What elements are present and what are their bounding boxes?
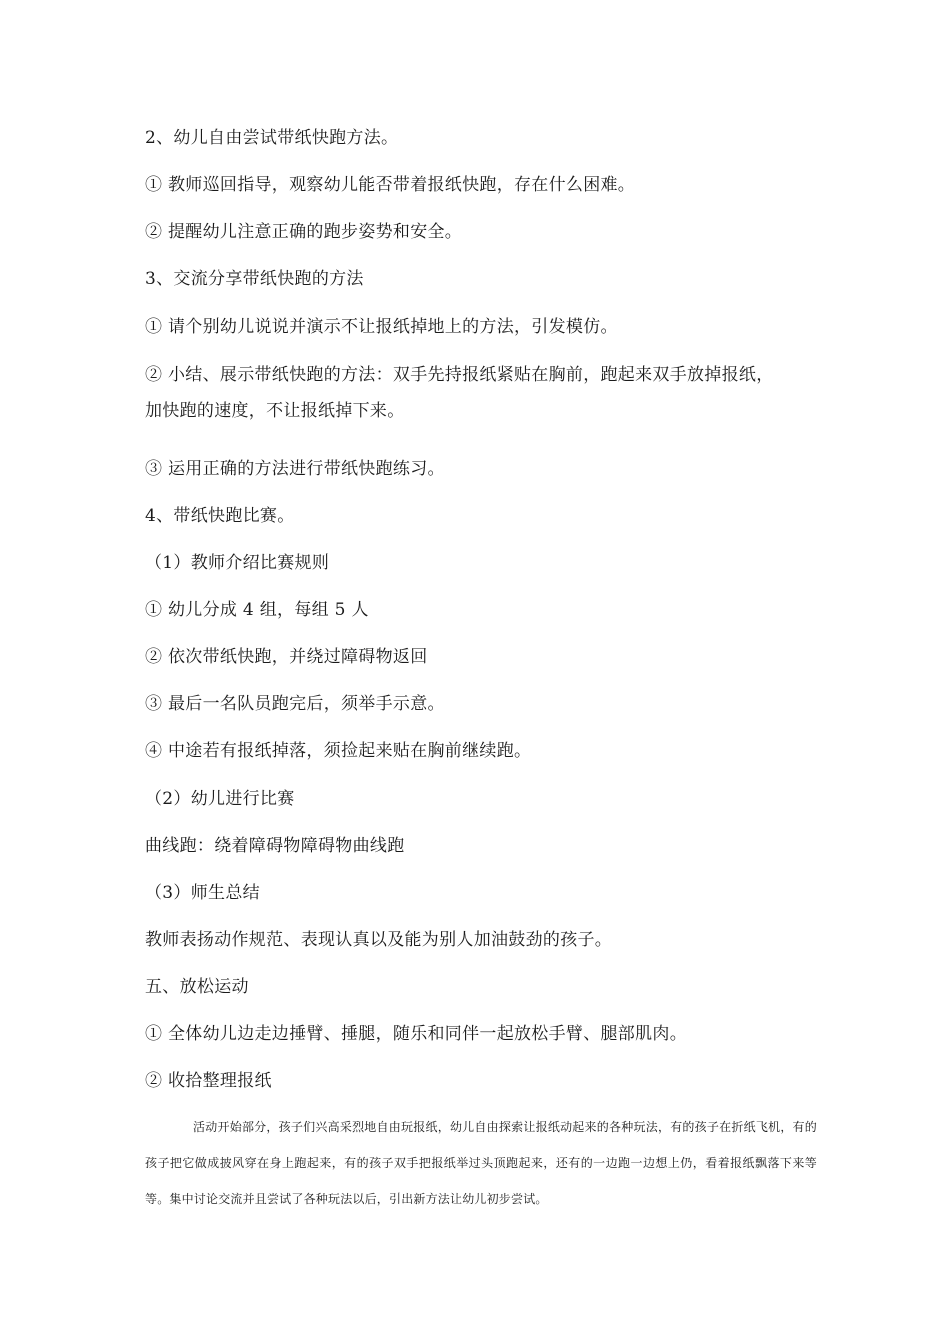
step-2-item-2: ② 提醒幼儿注意正确的跑步姿势和安全。 — [145, 222, 463, 242]
step-4-sub-1: （1）教师介绍比赛规则 — [145, 553, 330, 573]
step-4-sub-2: （2）幼儿进行比赛 — [145, 789, 295, 809]
rule-4: ④ 中途若有报纸掉落，须捡起来贴在胸前继续跑。 — [145, 741, 532, 761]
teacher-summary: 教师表扬动作规范、表现认真以及能为别人加油鼓劲的孩子。 — [145, 930, 613, 950]
reflection-paragraph: 活动开始部分，孩子们兴高采烈地自由玩报纸，幼儿自由探索让报纸动起来的各种玩法，有的孩子在折纸飞机，有的孩子把它做成披风穿在身上跑起来，有的孩子双手把报纸举过头顶跑起来，还有的一边跑一边想上仍，看着报纸飘落下来等等。集中讨论交流并且尝试了各种玩法以后，引出新方法让幼儿初步尝试。 — [145, 1120, 817, 1206]
step-3-item-3: ③ 运用正确的方法进行带纸快跑练习。 — [145, 459, 445, 479]
rule-1: ① 幼儿分成 4 组，每组 5 人 — [145, 600, 369, 620]
rule-2: ② 依次带纸快跑，并绕过障碍物返回 — [145, 647, 428, 667]
step-3-heading: 3、交流分享带纸快跑的方法 — [145, 269, 364, 289]
step-3-item-2: ② 小结、展示带纸快跑的方法：双手先持报纸紧贴在胸前，跑起来双手放掉报纸， — [145, 365, 774, 385]
rule-3: ③ 最后一名队员跑完后，须举手示意。 — [145, 694, 445, 714]
step-2-heading: 2、幼儿自由尝试带纸快跑方法。 — [145, 128, 399, 148]
step-2-item-1: ① 教师巡回指导，观察幼儿能否带着报纸快跑，存在什么困难。 — [145, 175, 636, 195]
relax-item-1: ① 全体幼儿边走边捶臂、捶腿，随乐和同伴一起放松手臂、腿部肌肉。 — [145, 1024, 688, 1044]
step-4-heading: 4、带纸快跑比赛。 — [145, 506, 295, 526]
section-5-heading: 五、放松运动 — [145, 977, 249, 997]
step-3-item-2-continued: 加快跑的速度，不让报纸掉下来。 — [145, 401, 405, 421]
curve-run: 曲线跑：绕着障碍物障碍物曲线跑 — [145, 836, 405, 856]
step-4-sub-3: （3）师生总结 — [145, 883, 260, 903]
step-3-item-1: ① 请个别幼儿说说并演示不让报纸掉地上的方法，引发模仿。 — [145, 317, 618, 337]
relax-item-2: ② 收拾整理报纸 — [145, 1071, 272, 1091]
